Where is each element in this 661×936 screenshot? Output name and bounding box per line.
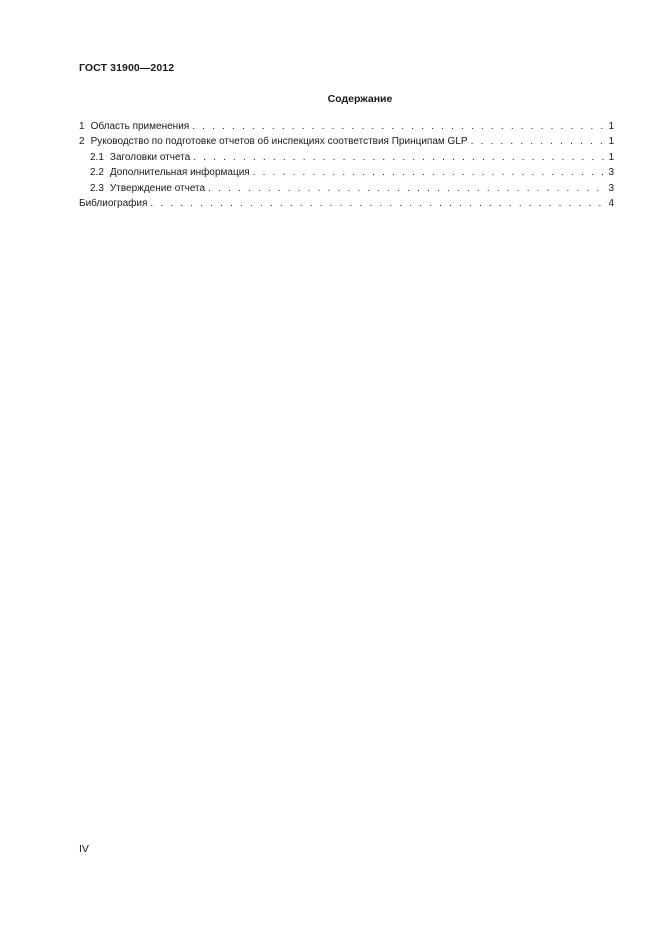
toc-heading: Содержание	[327, 93, 393, 105]
toc-entry[interactable]	[79, 181, 614, 196]
toc-dot-leader	[150, 196, 607, 211]
toc-entry-title: Библиография	[79, 197, 148, 209]
toc-entry-title: Руководство по подготовке отчетов об инспекциях соответствия Принципам GLP	[90, 136, 468, 148]
toc-entry-page: 3	[608, 182, 614, 194]
toc-entry[interactable]	[79, 134, 614, 149]
toc-entry-page: 3	[608, 167, 614, 179]
toc-entry-title: Область применения	[90, 121, 190, 132]
toc-dot-leader	[193, 150, 607, 165]
toc-dot-leader	[208, 181, 607, 196]
toc-entry-title: Заголовки отчета	[109, 151, 191, 163]
toc-dot-leader	[471, 134, 608, 149]
toc-entry-title: Утверждение отчета	[109, 182, 206, 194]
toc-entry-page: 4	[608, 197, 614, 209]
document-code: ГОСТ 31900—2012	[79, 62, 175, 74]
toc-entry[interactable]	[79, 150, 614, 165]
toc-entry-number: 1	[79, 121, 85, 132]
toc-entry-number: 2	[79, 136, 85, 148]
toc-entry-title: Дополнительная информация	[109, 167, 250, 179]
toc-entry-page: 1	[608, 121, 614, 132]
toc-dot-leader	[253, 165, 608, 180]
toc-entry[interactable]	[79, 196, 614, 211]
toc-entry-number: 2.1	[90, 151, 104, 163]
page-number: IV	[79, 843, 89, 855]
toc-entry-page: 1	[608, 151, 614, 163]
toc-dot-leader	[192, 119, 607, 134]
toc-entry-page: 1	[608, 136, 614, 148]
toc-entry[interactable]	[79, 165, 614, 180]
table-of-contents	[79, 119, 614, 211]
toc-entry-number: 2.2	[90, 167, 104, 179]
toc-entry[interactable]	[79, 119, 614, 134]
toc-entry-number: 2.3	[90, 182, 104, 194]
